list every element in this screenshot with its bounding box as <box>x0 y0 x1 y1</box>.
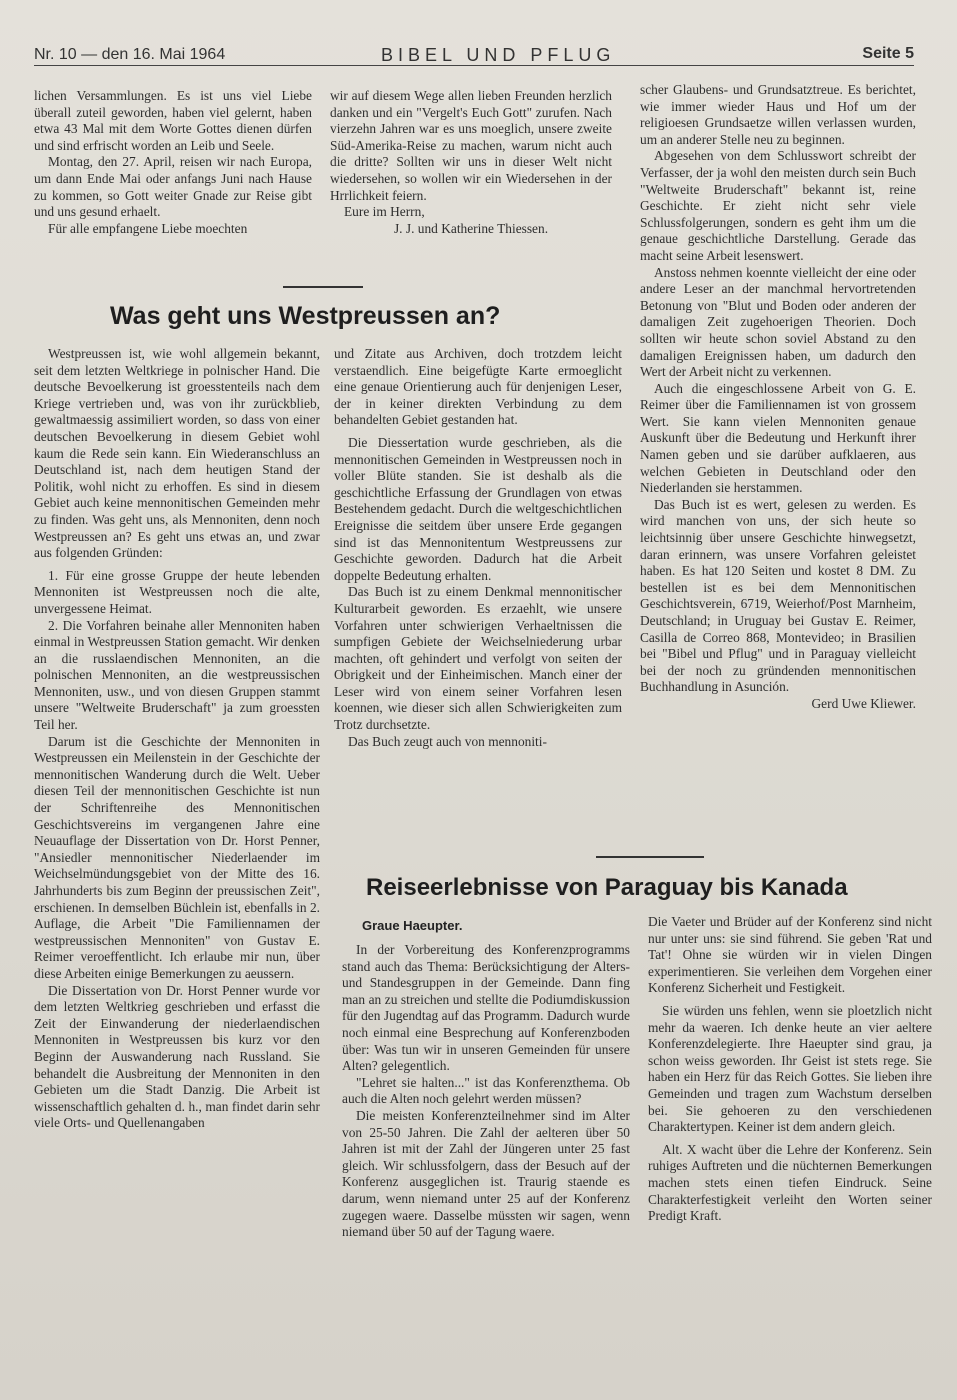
paragraph: Für alle empfangene Liebe moechten <box>48 220 248 236</box>
paragraph: Die Diessertation wurde geschrieben, als die mennonitischen Gemeinden in Westpreussen noch in voller Blüte standen. Sie ist deshalb als die geschichtliche Erfassung der Grundlagen von etwas Bestehendem gedacht. Durch die weltgeschichtlichen Ereignisse die seitdem über unsere Erde gegangen sind ist das Mennonitentum Westpreussens zur Geschichte geworden. Dadurch hat die Arbeit doppelte Bedeutung erhalten. <box>334 434 622 583</box>
page-header <box>34 42 914 66</box>
paragraph: Abgesehen von dem Schlusswort schreibt der Verfasser, der ja wohl den meisten durch sein Buch "Weltweite Bruderschaft" bekannt ist, reine Geschichte. Er zieht nicht sehr viele Schlussfolgerungen, sondern es geht ihm um die genaue geschichtliche Darstellung. Gerade das macht seine Arbeit lesenswert. <box>640 148 916 263</box>
section-divider <box>596 856 704 858</box>
paragraph: Montag, den 27. April, reisen wir nach Europa, um dann Ende Mai oder anfangs Juni nach Hause zu kommen, so Gott weiter Gnade zur Reise gibt und uns gesund erhaelt. <box>34 154 312 220</box>
paragraph: 1. Für eine grosse Gruppe der heute lebenden Mennoniten ist Westpreussen noch die alte, unvergessene Heimat. <box>34 567 320 616</box>
article-subheading: Graue Haeupter. <box>362 918 463 933</box>
paragraph: lichen Versammlungen. Es ist uns viel Liebe überall zuteil geworden, haben viel gelernt, haben etwa 43 Mal mit dem Worte Gottes dienen dürfen und sind erfrischt worden an Leib und Seele. <box>34 88 312 153</box>
paragraph: scher Glaubens- und Grundsatztreue. Es berichtet, wie immer wieder Haus und Hof um der religioesen Grundsaetze willen verlassen wurden, um an anderer Stelle neu zu beginnen. <box>640 82 916 147</box>
section-divider <box>283 286 363 288</box>
article-signature: Gerd Uwe Kliewer. <box>811 695 916 711</box>
intro-column-1 <box>34 88 312 237</box>
paragraph: Das Buch ist es wert, gelesen zu werden. Es wird manchen von uns, der sich heute so leichtsinnig über unsere Geschichte hinwegsetzt, daran erinnern, was unsere Vorfahren geleistet haben. Es hat 120 Seiten und kostet 8 DM. Zu bestellen ist es bei dem Mennonitischen Geschichtsverein, 6719, Weierhof/Post Marnheim, Deutschland; in Uruguay bei Gustav E. Reimer, Casilla de Correo 868, Montevideo; in Brasilien bei "Bibel und Pflug" und in Paraguay vielleicht bei der noch zu gründenden mennonitischen Buchhandlung in Asunción. <box>640 496 916 695</box>
intro-column-2 <box>330 88 612 237</box>
masthead-title: BIBEL UND PFLUG <box>381 45 616 65</box>
paragraph: Die Vaeter und Brüder auf der Konferenz sind nicht nur unter uns: sie sind führend. Sie geben 'Rat und Tat'! Ohne sie würden wir in vielen Dingen experimentieren. Sie verleihen dem Vorgehen einer Konferenz Sicherheit und Festigkeit. <box>648 914 932 996</box>
article2-column-2 <box>648 914 932 1225</box>
paragraph: Westpreussen ist, wie wohl allgemein bekannt, seit dem letzten Weltkriege in polnischer Hand. Die deutsche Bevoelkerung ist groesstenteils nach dem Kriege vertrieben und, was von ihr zurückblieb, gewaltmaessig assimiliert worden, so dass von einer deutschen Bevoelkerung in diesem Gebiet wohl kaum die Rede sein kann. Ein Wiederanschluss an Deutschland ist, nach dem heutigen Stand der Politik, wohl nicht zu erhoffen. Es sind in diesem Gebiet auch keine mennonitischen Gemeinden mehr zu finden. Was geht uns, als Mennoniten, denn noch Westpreussen an? Es geht uns etwas an, und zwar aus folgenden Gründen: <box>34 346 320 561</box>
paragraph: Sie würden uns fehlen, wenn sie ploetzlich nicht mehr da waeren. Ich denke heute an vier aeltere Konferenzdelegierte. Ihre Haeupter sind grau, ja schon weiss geworden. Ihr Geist ist stets rege. Sie haben ein Herz für das Reich Gottes. Sie lieben ihre Gemeinden und tragen zum Wachstum derselben bei. Sie gehoeren zu den verschiedenen Charaktertypen. Keiner ist dem andern gleich. <box>648 1002 932 1135</box>
paragraph: und Zitate aus Archiven, doch trotzdem leicht verstaendlich. Eine beigefügte Karte ermoeglicht eine genaue Orientierung auch für denjenigen Leser, der in keiner direkten Verbindung zu dem behandelten Gebiet gestanden hat. <box>334 346 622 428</box>
article-title: Was geht uns Westpreussen an? <box>110 302 501 330</box>
paragraph: "Lehret sie halten..." ist das Konferenzthema. Ob auch die Alten noch gelehrt werden müssen? <box>342 1074 630 1107</box>
issue-date: Nr. 10 — den 16. Mai 1964 <box>34 46 226 63</box>
paragraph: Das Buch ist zu einem Denkmal mennonitischer Kulturarbeit geworden. Es erzaehlt, wie unsere Vorfahren unter schwierigen Verhaeltnissen die sumpfigen Gebiete der Weichselniederung urbar machten, oft gehindert und verfolgt von seiten der Obrigkeit und der Einheimischen. Manch einer der Leser wird von einem seiner Vorfahren lesen koennen, wie dieser sich allen Schwierigkeiten zum Trotz durchsetzte. <box>334 584 622 733</box>
letter-signature: J. J. und Katherine Thiessen. <box>393 220 549 236</box>
paragraph: Auch die eingeschlossene Arbeit von G. E. Reimer über die Familiennamen ist von grossem Wert. Sie kann vielen Mennoniten genaue Auskunft über die Bedeutung und Herkunft ihrer Namen geben und sie darüber aufklaeren, aus welchen Gebieten in Deutschland oder den Niederlanden sie herstammen. <box>640 380 916 496</box>
paragraph: Darum ist die Geschichte der Mennoniten in Westpreussen ein Meilenstein in der Geschichte der mennonitischen Wanderung durch die Welt. Ueber diesen Teil der mennonitischen Geschichte ist nun der Schriftenreihe des Mennonitischen Geschichtsvereins im vergangenen Jahre eine Neuauflage der Dissertation von Dr. Horst Penner, "Ansiedler mennonitischer Niederlaender im Weichselmündungsgebiet von der Mitte des 16. Jahrhunderts bis zum Beginn der preussischen Zeit", erschienen. In demselben Büchlein ist, ebenfalls in 2. Auflage, die Arbeit "Die Familiennamen der westpreussischen Mennoniten" von Gustav E. Reimer veroeffentlicht. Ich erlaube mir nun, über diese Arbeiten einige Bemerkungen zu aeussern. <box>34 733 320 981</box>
paragraph: wir auf diesem Wege allen lieben Freunden herzlich danken und ein "Vergelt's Euch Gott" zurufen. Nach vierzehn Jahren war es uns moeglich, unsere zweite Süd-Amerika-Reise zu machen, warum nicht auch die dritte? Sollten wir uns in dieser Welt nicht wiedersehen, so wollen wir ein Wiedersehen in der Hrrlichkeit feiern. <box>330 88 612 203</box>
paragraph: 2. Die Vorfahren beinahe aller Mennoniten haben einmal in Westpreussen Station gemacht. Wir denken an die russlaendischen Mennoniten, an die polnischen Mennoniten, an die westpreussischen Mennoniten, usw., und von diesen Gruppen stammt unsere "Weltweite Bruderschaft" ja zum groessten Teil her. <box>34 617 320 733</box>
article-title: Reiseerlebnisse von Paraguay bis Kanada <box>366 874 848 901</box>
article1-column-3 <box>640 82 916 713</box>
paragraph: Die meisten Konferenzteilnehmer sind im Alter von 25-50 Jahren. Die Zahl der aelteren über 50 Jahren ist mit der Zahl der Jüngeren unter 25 fast gleich. Wir schlussfolgern, dass der Besuch auf der Konferenz ausgeglichen ist. Traurig staende es darum, wenn niemand unter 25 auf der Konferenz zugegen waere. Dasselbe müssten wir sagen, wenn niemand über 50 auf der Tagung waere. <box>342 1107 630 1240</box>
page-number: Seite 5 <box>862 45 914 62</box>
article1-column-2 <box>334 346 622 750</box>
paragraph: Die Dissertation von Dr. Horst Penner wurde vor dem letzten Weltkrieg geschrieben und erfasst die Zeit der Einwanderung der niederlaendischen Mennoniten in Westpreussen bis kurz vor den Beginn der Auswanderung nach Russland. Sie behandelt die Ausbreitung der Mennoniten in den Gebieten um die Stadt Danzig. Die Arbeit ist wissenschaftlich gehalten d. h., man findet darin sehr viele Orts- und Quellenangaben <box>34 982 320 1131</box>
article2-column-1 <box>342 942 630 1241</box>
paragraph: Anstoss nehmen koennte vielleicht der eine oder andere Leser an der manchmal hervortretenden Betonung von "Blut und Boden oder anderen der damaligen Zeit zugehoerigen Theorien. Doch sollten wir heute schon soviel Abstand zu den damaligen Ereignissen haben, um dadurch den Wert der Arbeit nicht zu verkennen. <box>640 264 916 380</box>
letter-closing: Eure im Herrn, <box>344 204 425 220</box>
article1-column-1 <box>34 346 320 1132</box>
paragraph: Alt. X wacht über die Lehre der Konferenz. Sein ruhiges Auftreten und die nüchternen Bemerkungen machen stets einen tiefen Eindruck. Seine Charakterfestigkeit verleiht den Worten seiner Predigt Kraft. <box>648 1141 932 1224</box>
paragraph: Das Buch zeugt auch von mennoniti- <box>348 733 547 749</box>
paragraph: In der Vorbereitung des Konferenzprogramms stand auch das Thema: Berücksichtigung der Alters- und Standesgruppen in der Gemeinde. Dann fing man an zu streichen und stellte die Podiumdiskussion für den Jugendtag auf das Programm. Dadurch wurde noch einmal eine Besprechung auf Konferenzboden über: Was tun wir in unseren Gemeinden für unsere Alten? gelegentlich. <box>342 942 630 1074</box>
